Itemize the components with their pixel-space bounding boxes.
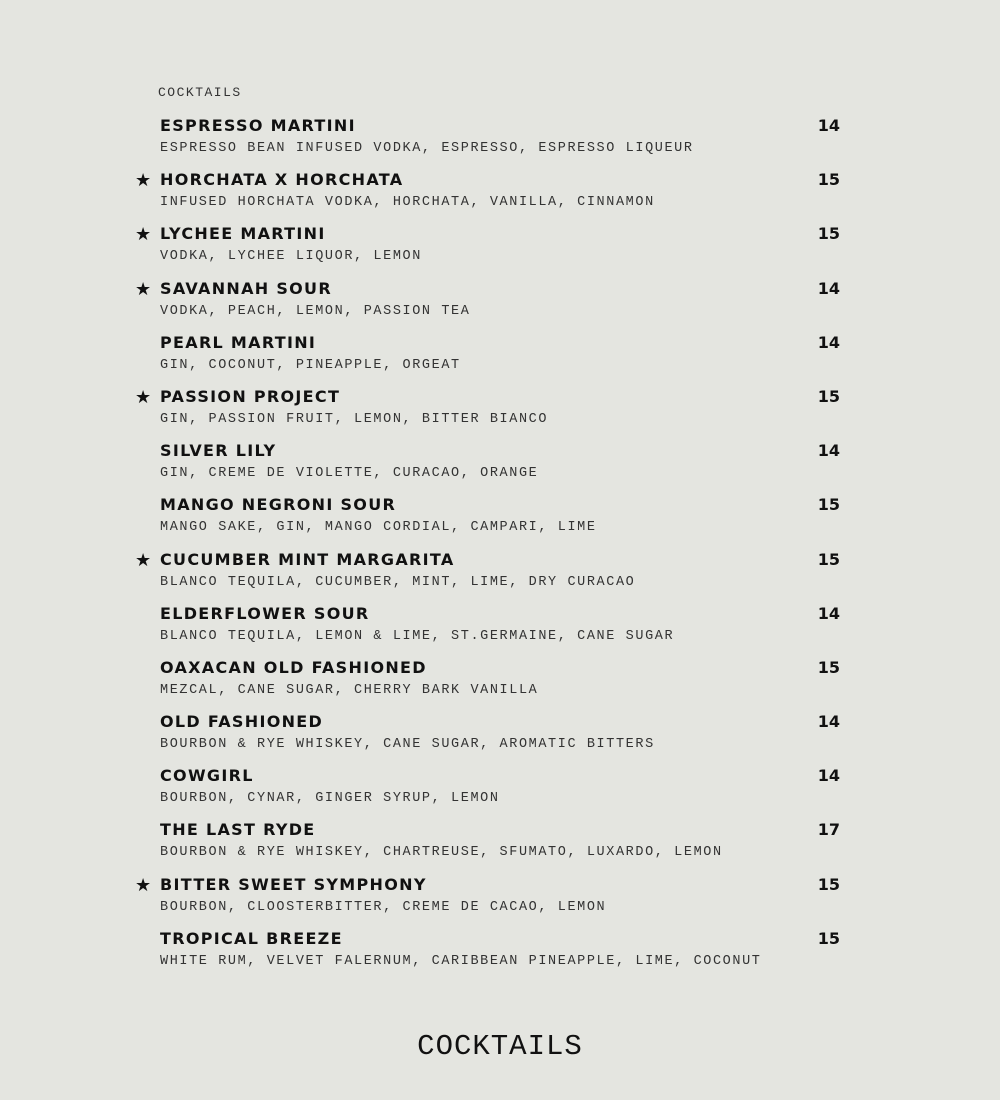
item-name: THE LAST RYDE xyxy=(160,820,316,840)
item-name: OLD FASHIONED xyxy=(160,712,324,732)
item-name: BITTER SWEET SYMPHONY xyxy=(160,874,427,894)
item-price: 14 xyxy=(817,603,840,623)
item-description: WHITE RUM, VELVET FALERNUM, CARIBBEAN PINEAPPLE, LIME, COCONUT xyxy=(160,953,762,969)
item-price: 17 xyxy=(817,820,840,840)
item-description: VODKA, PEACH, LEMON, PASSION TEA xyxy=(160,303,471,319)
star-icon: ★ xyxy=(135,549,152,571)
item-description: BOURBON & RYE WHISKEY, CANE SUGAR, AROMATIC BITTERS xyxy=(160,737,655,753)
star-icon: ★ xyxy=(135,874,152,896)
item-name: PASSION PROJECT xyxy=(160,386,341,406)
star-icon: ★ xyxy=(135,386,152,408)
item-price: 15 xyxy=(817,495,840,515)
item-name: OAXACAN OLD FASHIONED xyxy=(160,657,427,677)
item-description: GIN, COCONUT, PINEAPPLE, ORGEAT xyxy=(160,357,461,373)
item-description: BOURBON & RYE WHISKEY, CHARTREUSE, SFUMATO, LUXARDO, LEMON xyxy=(160,845,723,861)
item-name: SILVER LILY xyxy=(160,441,277,461)
star-icon: ★ xyxy=(135,170,152,192)
menu-item xyxy=(0,712,1000,766)
footer-title: COCKTAILS xyxy=(417,1030,583,1063)
item-price: 15 xyxy=(817,874,840,894)
star-icon: ★ xyxy=(135,224,152,246)
item-name: LYCHEE MARTINI xyxy=(160,224,326,244)
item-name: PEARL MARTINI xyxy=(160,332,317,352)
item-price: 15 xyxy=(817,657,840,677)
menu-item xyxy=(0,929,1000,983)
menu-item xyxy=(0,116,1000,170)
item-price: 15 xyxy=(817,224,840,244)
item-description: ESPRESSO BEAN INFUSED VODKA, ESPRESSO, ESPRESSO LIQUEUR xyxy=(160,141,694,156)
item-description: GIN, CREME DE VIOLETTE, CURACAO, ORANGE xyxy=(160,466,539,482)
menu-item xyxy=(0,604,1000,658)
item-price: 15 xyxy=(817,549,840,569)
item-name: ESPRESSO MARTINI xyxy=(160,116,356,135)
item-description: INFUSED HORCHATA VODKA, HORCHATA, VANILLA, CINNAMON xyxy=(160,195,655,211)
item-price: 14 xyxy=(817,441,840,461)
menu-item xyxy=(0,224,1000,278)
item-price: 15 xyxy=(817,928,840,948)
item-price: 14 xyxy=(817,766,840,786)
item-price: 14 xyxy=(817,712,840,732)
item-name: COWGIRL xyxy=(160,766,254,786)
item-price: 14 xyxy=(817,332,840,352)
cocktail-menu-list xyxy=(0,116,1000,983)
item-price: 15 xyxy=(817,386,840,406)
item-description: BLANCO TEQUILA, CUCUMBER, MINT, LIME, DRY CURACAO xyxy=(160,574,636,590)
menu-item xyxy=(0,387,1000,441)
menu-item xyxy=(0,550,1000,604)
menu-item xyxy=(0,333,1000,387)
item-name: TROPICAL BREEZE xyxy=(160,928,343,948)
menu-item xyxy=(0,875,1000,929)
section-label: COCKTAILS xyxy=(158,85,242,100)
menu-item xyxy=(0,766,1000,820)
item-name: ELDERFLOWER SOUR xyxy=(160,603,370,623)
item-description: BOURBON, CYNAR, GINGER SYRUP, LEMON xyxy=(160,791,500,807)
item-name: CUCUMBER MINT MARGARITA xyxy=(160,549,455,569)
item-price: 14 xyxy=(817,116,840,135)
menu-item xyxy=(0,441,1000,495)
item-price: 15 xyxy=(817,170,840,190)
item-name: SAVANNAH SOUR xyxy=(160,278,332,298)
item-description: VODKA, LYCHEE LIQUOR, LEMON xyxy=(160,249,422,265)
menu-item xyxy=(0,658,1000,712)
item-description: BOURBON, CLOOSTERBITTER, CREME DE CACAO, LEMON xyxy=(160,899,607,915)
star-icon: ★ xyxy=(135,278,152,300)
item-description: MEZCAL, CANE SUGAR, CHERRY BARK VANILLA xyxy=(160,682,539,698)
item-description: GIN, PASSION FRUIT, LEMON, BITTER BIANCO xyxy=(160,411,549,427)
menu-item xyxy=(0,495,1000,549)
item-description: MANGO SAKE, GIN, MANGO CORDIAL, CAMPARI, LIME xyxy=(160,520,597,536)
item-name: HORCHATA X HORCHATA xyxy=(160,170,404,190)
item-name: MANGO NEGRONI SOUR xyxy=(160,495,397,515)
menu-item xyxy=(0,820,1000,874)
menu-item xyxy=(0,279,1000,333)
item-description: BLANCO TEQUILA, LEMON & LIME, ST.GERMAINE, CANE SUGAR xyxy=(160,628,675,644)
item-price: 14 xyxy=(817,278,840,298)
menu-item xyxy=(0,170,1000,224)
